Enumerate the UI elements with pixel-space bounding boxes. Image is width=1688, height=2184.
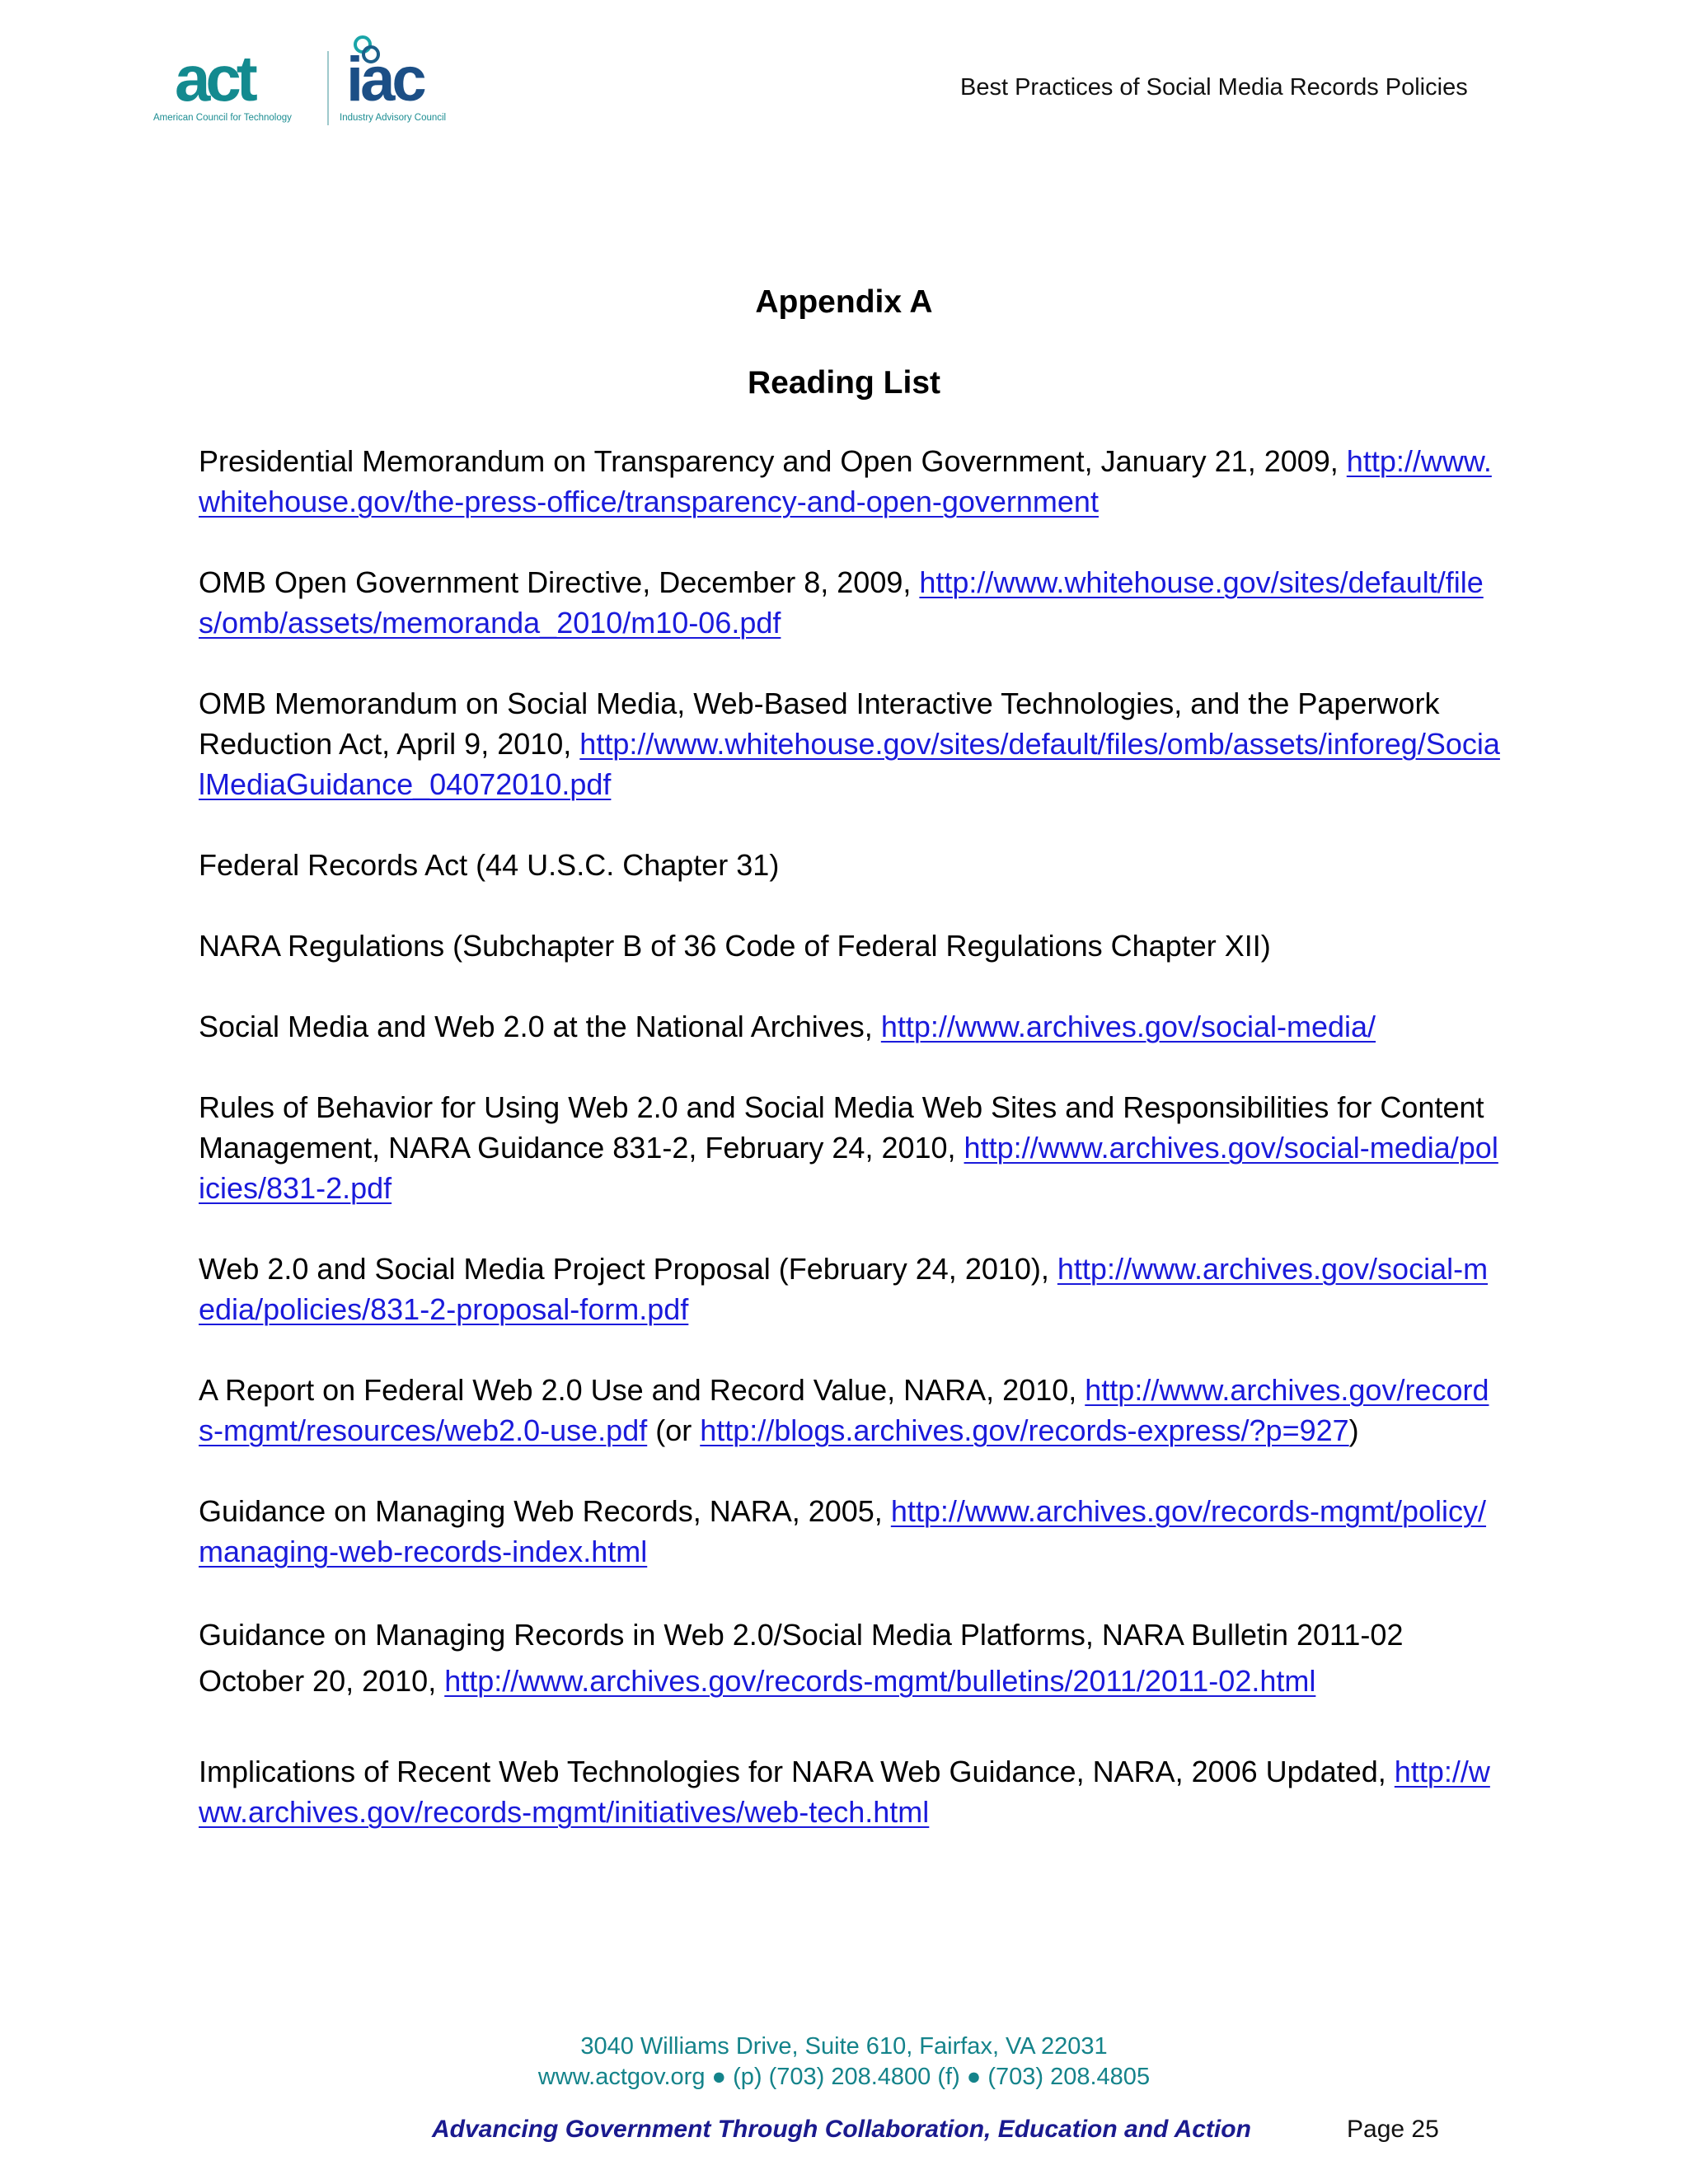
entry-text: Social Media and Web 2.0 at the National Archives,: [199, 1010, 881, 1043]
document-header-title: Best Practices of Social Media Records Policies: [960, 74, 1468, 101]
entry-text: A Report on Federal Web 2.0 Use and Record Value, NARA, 2010,: [199, 1373, 1085, 1407]
reading-list-item: [199, 1006, 1501, 1047]
entry-link[interactable]: http://www.whitehouse.gov/sites/default/files/omb/assets/memoranda_2010/m10-06.pdf: [199, 565, 1484, 640]
iac-logo-text: iac: [346, 45, 424, 115]
act-logo-caption: American Council for Technology: [153, 113, 292, 123]
entry-text: Presidential Memorandum on Transparency and Open Government, January 21, 2009,: [199, 444, 1347, 478]
reading-list: [199, 441, 1501, 1872]
entry-link[interactable]: http://www.whitehouse.gov/sites/default/files/omb/assets/inforeg/SocialMediaGuidance_04072010.pdf: [199, 727, 1500, 801]
entry-text: Implications of Recent Web Technologies for NARA Web Guidance, NARA, 2006 Updated,: [199, 1755, 1395, 1788]
reading-list-item: [199, 683, 1501, 804]
act-logo-text: act: [175, 42, 253, 115]
entry-text: OMB Open Government Directive, December 8, 2009,: [199, 565, 920, 599]
entry-text: Federal Records Act (44 U.S.C. Chapter 31): [199, 848, 780, 882]
entry-link[interactable]: http://www.archives.gov/records-mgmt/policy/managing-web-records-index.html: [199, 1494, 1487, 1568]
page-number: Page 25: [1347, 2116, 1439, 2143]
entry-mid-text: (or: [647, 1413, 701, 1447]
act-iac-logo: [152, 33, 475, 132]
entry-end-text: ): [1348, 1413, 1359, 1447]
entry-text: OMB Memorandum on Social Media, Web-Based Interactive Technologies, and the Paperwork Reduction Act, April 9, 2010,: [199, 687, 1440, 761]
entry-text: Guidance on Managing Records in Web 2.0/Social Media Platforms, NARA Bulletin 2011-02 October 20, 2010,: [199, 1618, 1404, 1698]
footer-contact: www.actgov.org ● (p) (703) 208.4800 (f) ● (703) 208.4805: [537, 2064, 1151, 2090]
entry-alt-link[interactable]: http://blogs.archives.gov/records-express/?p=927: [700, 1413, 1349, 1447]
entry-link[interactable]: http://www.archives.gov/social-media/policies/831-2.pdf: [199, 1131, 1498, 1205]
footer-tagline: Advancing Government Through Collaboration, Education and Action: [432, 2116, 1251, 2143]
entry-text: Web 2.0 and Social Media Project Proposal (February 24, 2010),: [199, 1252, 1057, 1286]
entry-text: Rules of Behavior for Using Web 2.0 and Social Media Web Sites and Responsibilities for Content Management, NARA Guidance 831-2, February 24, 2010,: [199, 1090, 1484, 1165]
entry-text: NARA Regulations (Subchapter B of 36 Code of Federal Regulations Chapter XII): [199, 929, 1271, 963]
reading-list-item: [199, 1249, 1501, 1329]
reading-list-item: [199, 1612, 1501, 1704]
appendix-heading: Appendix A: [755, 284, 933, 320]
entry-link[interactable]: http://www.archives.gov/records-mgmt/bulletins/2011/2011-02.html: [444, 1664, 1316, 1698]
entry-link[interactable]: http://www.archives.gov/records-mgmt/initiatives/web-tech.html: [199, 1755, 1490, 1829]
entry-link[interactable]: http://www.whitehouse.gov/the-press-office/transparency-and-open-government: [199, 444, 1492, 518]
reading-list-item: [199, 441, 1501, 522]
reading-list-item: [199, 926, 1501, 966]
reading-list-item: [199, 845, 1501, 885]
entry-text: Guidance on Managing Web Records, NARA, 2005,: [199, 1494, 891, 1528]
reading-list-item: [199, 1370, 1501, 1451]
entry-link[interactable]: http://www.archives.gov/records-mgmt/resources/web2.0-use.pdf: [199, 1373, 1489, 1447]
entry-link[interactable]: http://www.archives.gov/social-media/policies/831-2-proposal-form.pdf: [199, 1252, 1489, 1326]
reading-list-item: [199, 562, 1501, 643]
reading-list-item: [199, 1491, 1501, 1572]
reading-list-item: [199, 1751, 1501, 1832]
reading-list-item: [199, 1087, 1501, 1208]
footer-address: 3040 Williams Drive, Suite 610, Fairfax, VA 22031: [580, 2033, 1108, 2060]
iac-logo-caption: Industry Advisory Council: [340, 113, 447, 123]
reading-list-heading: Reading List: [747, 365, 941, 401]
entry-link[interactable]: http://www.archives.gov/social-media/: [880, 1010, 1376, 1043]
